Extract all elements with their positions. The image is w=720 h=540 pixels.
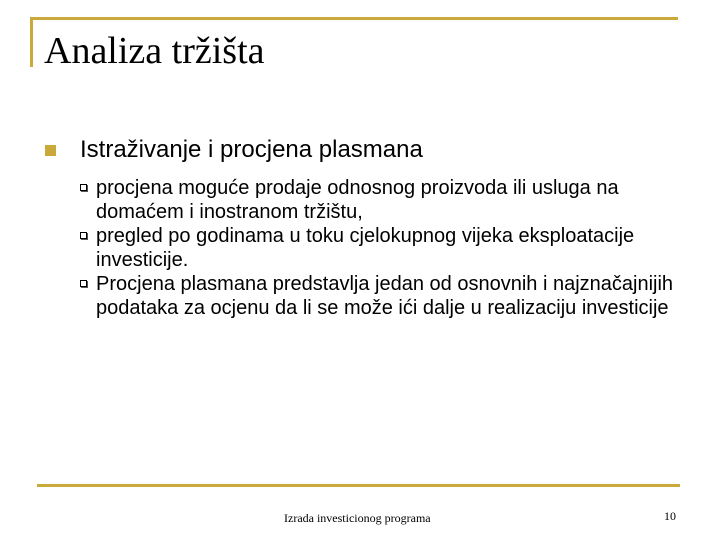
sub-bullet-list — [80, 176, 680, 320]
top-frame-line — [30, 17, 678, 20]
hollow-square-bullet-icon — [80, 280, 87, 287]
hollow-square-bullet-icon — [80, 232, 87, 239]
sub-bullet-text: Procjena plasmana predstavlja jedan od osnovnih i najznačajnijih podataka za ocjenu da li se može ići dalje u realizaciju investicije — [96, 273, 674, 319]
sub-bullet-text: procjena moguće prodaje odnosnog proizvoda ili usluga na domaćem i inostranom tržištu, — [96, 177, 619, 223]
left-frame-line — [30, 17, 33, 67]
main-bullet-text: Istraživanje i procjena plasmana — [80, 136, 423, 163]
sub-bullet-item — [80, 176, 680, 224]
sub-bullet-item — [80, 272, 680, 320]
sub-bullet-item — [80, 224, 680, 272]
filled-square-bullet-icon — [45, 145, 56, 156]
footer-text: Izrada investicionog programa — [284, 511, 431, 525]
hollow-square-bullet-icon — [80, 184, 87, 191]
footer-divider — [37, 484, 680, 487]
page-number: 10 — [664, 509, 676, 523]
sub-bullet-text: pregled po godinama u toku cjelokupnog vijeka eksploatacije investicije. — [96, 225, 635, 271]
slide-title: Analiza tržišta — [44, 30, 265, 72]
